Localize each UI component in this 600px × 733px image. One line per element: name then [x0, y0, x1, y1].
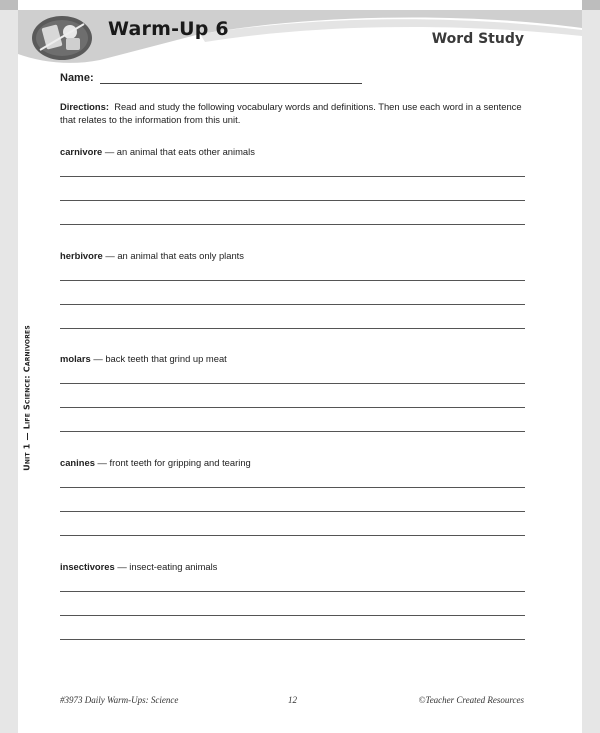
vocab-term: insectivores [60, 561, 115, 572]
writing-line[interactable] [60, 224, 525, 225]
writing-line[interactable] [60, 407, 525, 408]
vocab-definition: — insect-eating animals [114, 561, 218, 572]
writing-line[interactable] [60, 304, 525, 305]
vocab-definition: — front teeth for gripping and tearing [94, 457, 251, 468]
writing-line[interactable] [60, 328, 525, 329]
vocab-term: carnivore [60, 146, 103, 157]
vocab-definition: — an animal that eats only plants [102, 250, 244, 261]
writing-line[interactable] [60, 639, 525, 640]
writing-line[interactable] [60, 591, 525, 592]
section-label: Word Study [431, 31, 524, 47]
writing-line[interactable] [60, 176, 525, 177]
writing-line[interactable] [60, 511, 525, 512]
writing-line[interactable] [60, 535, 525, 536]
vocab-item [60, 457, 525, 471]
vocab-term: canines [60, 457, 95, 468]
footer-copyright: ©Teacher Created Resources [418, 695, 524, 705]
writing-line[interactable] [60, 200, 525, 201]
science-tools-icon [30, 12, 94, 62]
unit-side-label: Unit 1 — Life Science: Carnivores [22, 325, 32, 471]
writing-line[interactable] [60, 383, 525, 384]
name-label: Name: [60, 72, 94, 84]
vocab-term: molars [60, 353, 91, 364]
page-title: Warm-Up 6 [108, 18, 229, 40]
writing-line[interactable] [60, 280, 525, 281]
footer-page-number: 12 [288, 695, 297, 705]
footer-book-id: #3973 Daily Warm-Ups: Science [60, 695, 179, 705]
writing-line[interactable] [60, 431, 525, 432]
vocab-term: herbivore [60, 250, 103, 261]
writing-line[interactable] [60, 615, 525, 616]
vocab-item [60, 561, 525, 575]
directions-text: Read and study the following vocabulary words and definitions. Then use each word in a sentence that relates to the information from this unit. [60, 101, 522, 125]
name-field[interactable] [100, 73, 362, 84]
name-row [60, 72, 362, 84]
writing-line[interactable] [60, 487, 525, 488]
vocab-item [60, 146, 525, 160]
vocab-item [60, 250, 525, 264]
directions-label: Directions: [60, 101, 109, 112]
vocab-definition: — back teeth that grind up meat [90, 353, 227, 364]
vocab-item [60, 353, 525, 367]
vocab-definition: — an animal that eats other animals [102, 146, 255, 157]
directions [60, 100, 528, 126]
